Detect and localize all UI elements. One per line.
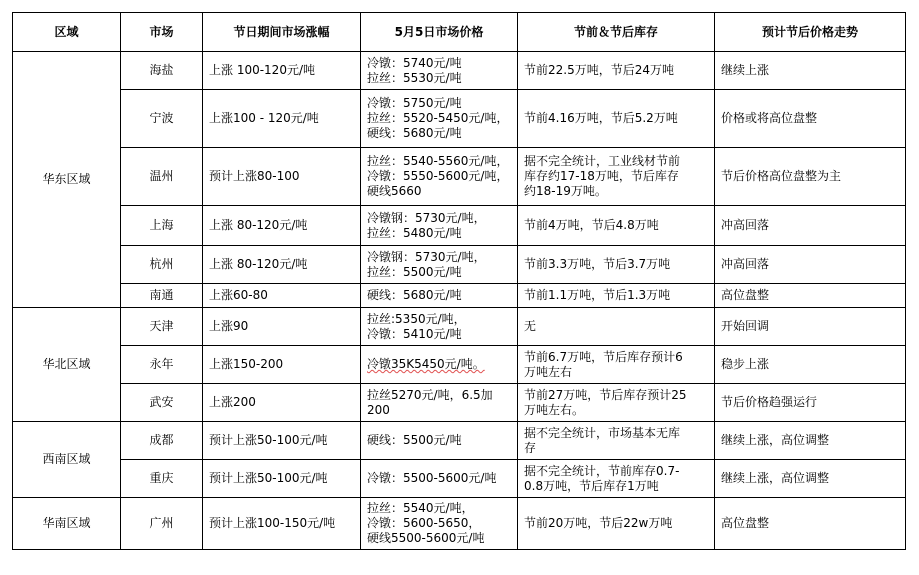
- trend-cell: 开始回调: [715, 308, 906, 346]
- price-line: 拉丝:5350元/吨，: [367, 311, 466, 326]
- price-line: 冷镦钢：5730元/吨，: [367, 210, 486, 225]
- rise-cell: 上涨 80-120元/吨: [203, 206, 361, 246]
- price-cell: [361, 284, 518, 308]
- stock-cell: [518, 148, 715, 206]
- price-table: [12, 12, 906, 550]
- table-row: [13, 498, 906, 550]
- rise-cell: 上涨90: [203, 308, 361, 346]
- trend-cell: 节后价格趋强运行: [715, 384, 906, 422]
- trend-cell: 高位盘整: [715, 284, 906, 308]
- stock-cell: [518, 90, 715, 148]
- stock-line: 库存约17-18万吨，节后库存: [524, 169, 679, 183]
- trend-cell: 高位盘整: [715, 498, 906, 550]
- stock-cell: [518, 52, 715, 90]
- price-table-sheet: [12, 12, 906, 550]
- table-row: [13, 148, 906, 206]
- price-line: 冷镦35K5450元/吨。: [367, 357, 485, 371]
- price-line: 200: [367, 402, 390, 417]
- stock-cell: [518, 460, 715, 498]
- stock-line: 据不完全统计，节前库存0.7-: [524, 463, 680, 478]
- header-row: [13, 13, 906, 52]
- price-line: 拉丝：5540-5560元/吨，: [367, 154, 509, 168]
- trend-cell: 继续上涨，高位调整: [715, 422, 906, 460]
- stock-line: 存: [524, 440, 537, 455]
- rise-cell: 预计上涨50-100元/吨: [203, 422, 361, 460]
- price-line: 冷镦：5750元/吨: [367, 96, 462, 110]
- table-row: [13, 460, 906, 498]
- market-cell: 宁波: [121, 90, 203, 148]
- table-row: [13, 206, 906, 246]
- table-row: [13, 346, 906, 384]
- stock-line: 节前4.16万吨，节后5.2万吨: [524, 111, 678, 125]
- stock-line: 0.8万吨，节后库存1万吨: [524, 478, 659, 493]
- price-line: 拉丝：5530元/吨: [367, 70, 462, 85]
- stock-line: 节前6.7万吨，节后库存预计6: [524, 349, 683, 364]
- trend-cell: 继续上涨: [715, 52, 906, 90]
- price-line: 冷镦钢：5730元/吨，: [367, 249, 486, 264]
- stock-line: 节前27万吨，节后库存预计25: [524, 387, 687, 402]
- market-cell: 天津: [121, 308, 203, 346]
- stock-cell: [518, 346, 715, 384]
- price-line: 拉丝：5500元/吨: [367, 264, 462, 279]
- market-cell: 海盐: [121, 52, 203, 90]
- rise-cell: 上涨60-80: [203, 284, 361, 308]
- price-line: 冷镦：5600-5650，: [367, 516, 481, 530]
- price-line: 硬线：5500元/吨: [367, 433, 462, 447]
- price-cell: [361, 460, 518, 498]
- region-cell: 华北区域: [13, 308, 121, 422]
- table-row: [13, 284, 906, 308]
- stock-line: 节前20万吨，节后22w万吨: [524, 516, 673, 530]
- region-cell: 华南区域: [13, 498, 121, 550]
- stock-line: 据不完全统计，工业线材节前: [524, 154, 681, 168]
- header-market: 市场: [121, 13, 203, 52]
- price-cell: [361, 246, 518, 284]
- table-row: [13, 90, 906, 148]
- trend-cell: 冲高回落: [715, 246, 906, 284]
- price-cell: [361, 90, 518, 148]
- market-cell: 杭州: [121, 246, 203, 284]
- price-line: 拉丝5270元/吨，6.5加: [367, 387, 493, 402]
- price-line: 冷镦：5410元/吨: [367, 326, 462, 341]
- rise-cell: 预计上涨100-150元/吨: [203, 498, 361, 550]
- rise-cell: 上涨150-200: [203, 346, 361, 384]
- market-cell: 温州: [121, 148, 203, 206]
- table-row: [13, 52, 906, 90]
- market-cell: 广州: [121, 498, 203, 550]
- table-row: [13, 246, 906, 284]
- stock-cell: [518, 206, 715, 246]
- rise-cell: 上涨 80-120元/吨: [203, 246, 361, 284]
- price-line: 拉丝：5480元/吨: [367, 225, 462, 240]
- price-cell: [361, 346, 518, 384]
- stock-cell: [518, 422, 715, 460]
- rise-cell: 预计上涨80-100: [203, 148, 361, 206]
- price-line: 硬线5660: [367, 184, 422, 198]
- stock-line: 节前22.5万吨，节后24万吨: [524, 63, 674, 77]
- stock-cell: [518, 246, 715, 284]
- stock-cell: [518, 384, 715, 422]
- stock-line: 节前4万吨，节后4.8万吨: [524, 218, 659, 232]
- price-line: 冷镦：5550-5600元/吨，: [367, 169, 509, 183]
- market-cell: 武安: [121, 384, 203, 422]
- market-cell: 重庆: [121, 460, 203, 498]
- stock-cell: [518, 498, 715, 550]
- trend-cell: 稳步上涨: [715, 346, 906, 384]
- trend-cell: 节后价格高位盘整为主: [715, 148, 906, 206]
- price-line: 硬线：5680元/吨: [367, 288, 462, 302]
- stock-line: 无: [524, 319, 537, 333]
- stock-line: 节前3.3万吨，节后3.7万吨: [524, 257, 671, 271]
- stock-cell: [518, 308, 715, 346]
- stock-line: 约18-19万吨。: [524, 184, 607, 198]
- stock-line: 万吨左右: [524, 364, 573, 379]
- price-line: 硬线：5680元/吨: [367, 126, 462, 140]
- region-cell: 华东区域: [13, 52, 121, 308]
- trend-cell: 继续上涨，高位调整: [715, 460, 906, 498]
- header-trend: 预计节后价格走势: [715, 13, 906, 52]
- price-line: 冷镦：5740元/吨: [367, 55, 462, 70]
- price-cell: [361, 422, 518, 460]
- price-cell: [361, 206, 518, 246]
- price-line: 拉丝：5520-5450元/吨，: [367, 111, 509, 125]
- price-cell: [361, 148, 518, 206]
- stock-cell: [518, 284, 715, 308]
- table-row: [13, 384, 906, 422]
- price-line: 硬线5500-5600元/吨: [367, 531, 485, 545]
- price-line: 冷镦：5500-5600元/吨: [367, 471, 497, 485]
- rise-cell: 预计上涨50-100元/吨: [203, 460, 361, 498]
- rise-cell: 上涨100 - 120元/吨: [203, 90, 361, 148]
- header-rise: 节日期间市场涨幅: [203, 13, 361, 52]
- price-cell: [361, 498, 518, 550]
- stock-line: 据不完全统计，市场基本无库: [524, 425, 681, 440]
- rise-cell: 上涨200: [203, 384, 361, 422]
- header-price: 5月5日市场价格: [361, 13, 518, 52]
- price-cell: [361, 308, 518, 346]
- market-cell: 永年: [121, 346, 203, 384]
- stock-line: 万吨左右。: [524, 402, 585, 417]
- header-stock: 节前＆节后库存: [518, 13, 715, 52]
- price-line: 拉丝：5540元/吨，: [367, 501, 474, 515]
- trend-cell: 价格或将高位盘整: [715, 90, 906, 148]
- price-cell: [361, 52, 518, 90]
- price-cell: [361, 384, 518, 422]
- market-cell: 上海: [121, 206, 203, 246]
- table-row: [13, 308, 906, 346]
- trend-cell: 冲高回落: [715, 206, 906, 246]
- region-cell: 西南区域: [13, 422, 121, 498]
- table-row: [13, 422, 906, 460]
- stock-line: 节前1.1万吨，节后1.3万吨: [524, 288, 671, 302]
- header-region: 区域: [13, 13, 121, 52]
- rise-cell: 上涨 100-120元/吨: [203, 52, 361, 90]
- market-cell: 成都: [121, 422, 203, 460]
- market-cell: 南通: [121, 284, 203, 308]
